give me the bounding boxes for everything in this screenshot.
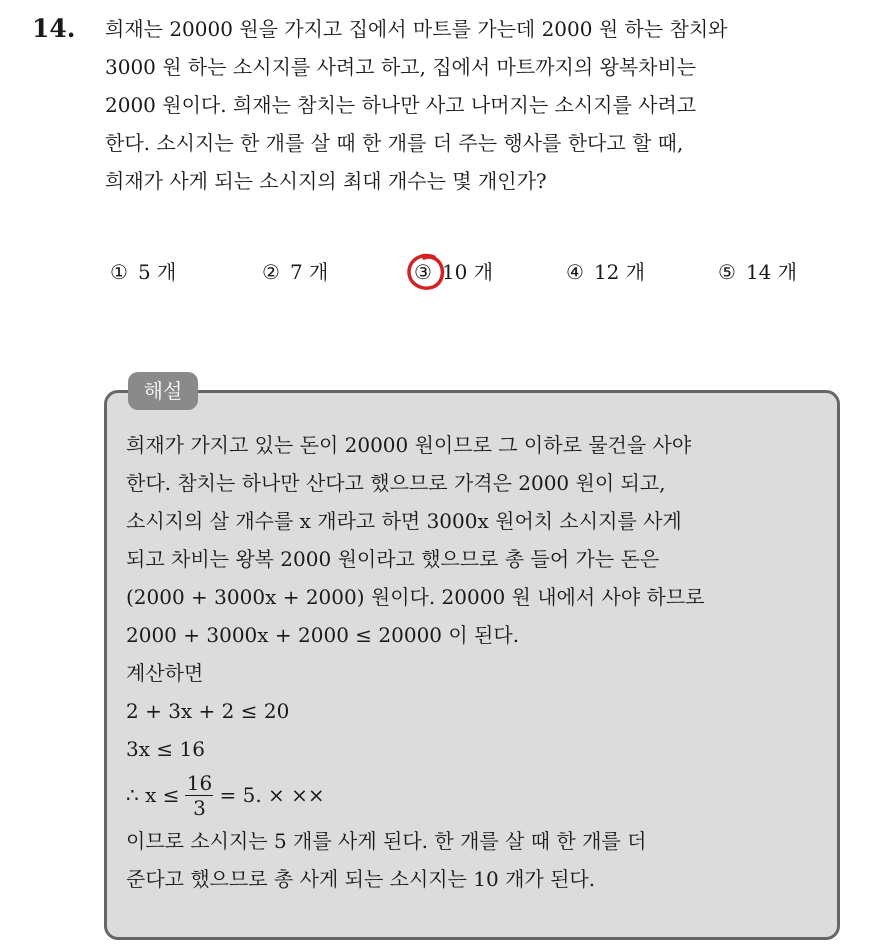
choice-text: 14 개 [745, 260, 798, 284]
choice-text: 10 개 [441, 260, 494, 284]
conclusion-suffix: = 5. × ×× [219, 783, 325, 807]
explanation-line: 소시지의 살 개수를 x 개라고 하면 3000x 원어치 소시지를 사게 [126, 509, 682, 533]
fraction-denominator: 3 [193, 795, 206, 820]
explanation-line: 3x ≤ 16 [126, 737, 205, 761]
question-line: 3000 원 하는 소시지를 사려고 하고, 집에서 마트까지의 왕복차비는 [105, 55, 697, 79]
explanation-line: 2 + 3x + 2 ≤ 20 [126, 699, 290, 723]
choice-2[interactable] [262, 255, 328, 289]
explanation-line: 준다고 했으므로 총 사게 되는 소시지는 10 개가 된다. [126, 867, 596, 891]
choice-number: ① [110, 260, 128, 284]
choice-text: 12 개 [593, 260, 646, 284]
choice-number: ③ [414, 260, 432, 284]
question-line: 한다. 소시지는 한 개를 살 때 한 개를 더 주는 행사를 한다고 할 때, [105, 131, 684, 155]
question-text [105, 10, 865, 200]
explanation-text [126, 426, 826, 898]
explanation-line: (2000 + 3000x + 2000) 원이다. 20000 원 내에서 사야 하므로 [126, 585, 705, 609]
explanation-line: 계산하면 [126, 661, 204, 685]
conclusion-line [126, 768, 826, 822]
fraction-numerator: 16 [186, 770, 213, 795]
explanation-line: 희재가 가지고 있는 돈이 20000 원이므로 그 이하로 물건을 사야 [126, 433, 692, 457]
fraction [185, 771, 213, 820]
answer-circle-mark [404, 250, 448, 294]
choice-text: 7 개 [289, 260, 329, 284]
question-line: 희재가 사게 되는 소시지의 최대 개수는 몇 개인가? [105, 169, 547, 193]
choice-4[interactable] [566, 255, 645, 289]
explanation-line: 2000 + 3000x + 2000 ≤ 20000 이 된다. [126, 623, 520, 647]
choice-number: ⑤ [718, 260, 736, 284]
question-line: 희재는 20000 원을 가지고 집에서 마트를 가는데 2000 원 하는 참치와 [105, 17, 728, 41]
choice-5[interactable] [718, 255, 797, 289]
explanation-tab: 해설 [128, 372, 198, 410]
choice-number: ② [262, 260, 280, 284]
explanation-line: 한다. 참치는 하나만 산다고 했으므로 가격은 2000 원이 되고, [126, 471, 666, 495]
choice-number: ④ [566, 260, 584, 284]
question-line: 2000 원이다. 희재는 참치는 하나만 사고 나머지는 소시지를 사려고 [105, 93, 697, 117]
question-number: 14. [32, 14, 76, 43]
conclusion-prefix: ∴ x ≤ [126, 783, 180, 807]
choice-text: 5 개 [137, 260, 177, 284]
explanation-line: 되고 차비는 왕복 2000 원이라고 했으므로 총 들어 가는 돈은 [126, 547, 660, 571]
choice-1[interactable] [110, 255, 176, 289]
explanation-line: 이므로 소시지는 5 개를 사게 된다. 한 개를 살 때 한 개를 더 [126, 829, 647, 853]
